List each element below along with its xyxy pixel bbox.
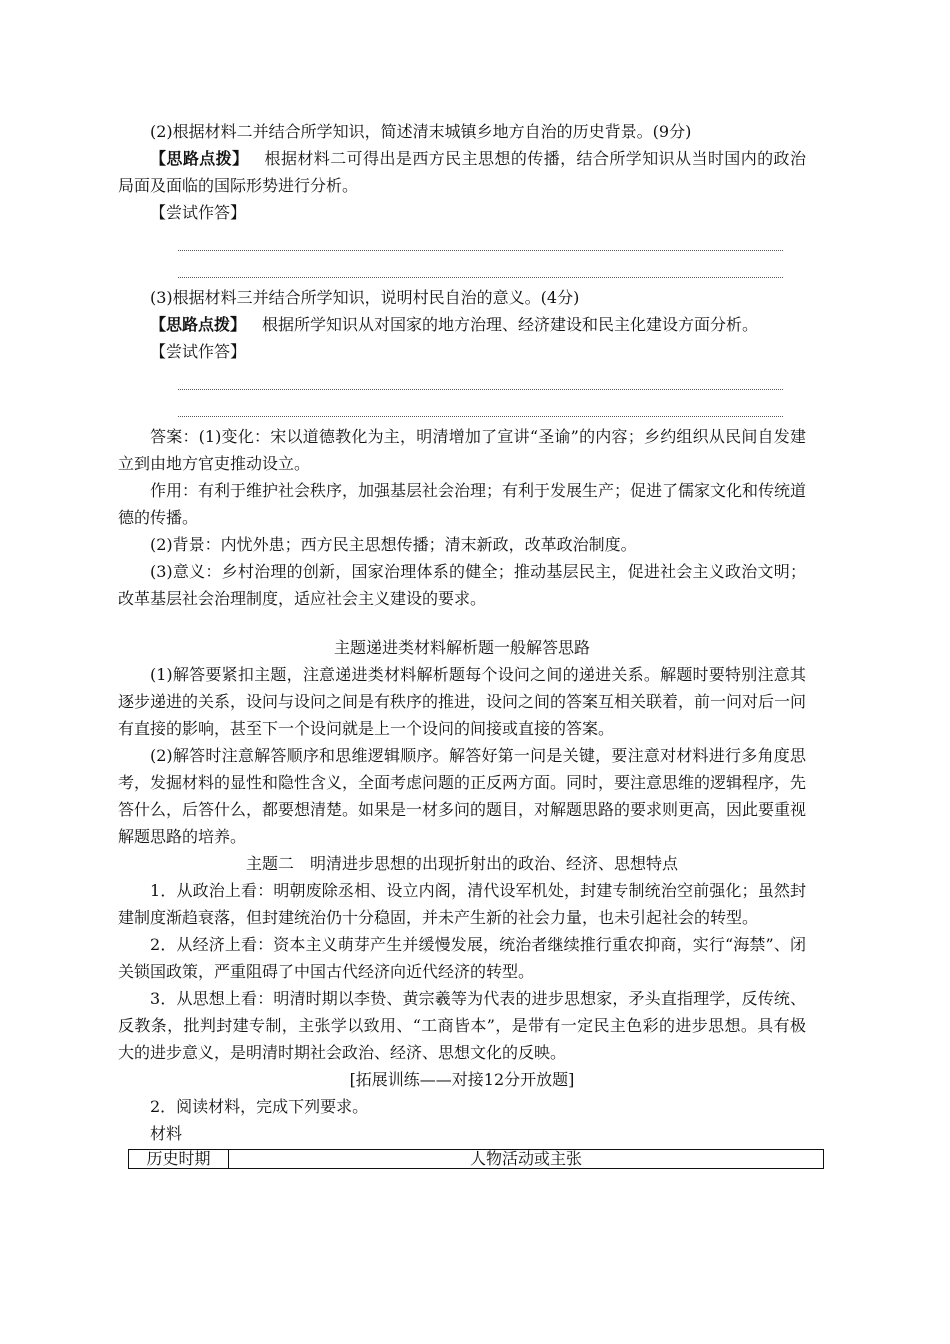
training-question: 2．阅读材料，完成下列要求。 <box>150 1097 369 1116</box>
answer-2: (2)背景：内忧外患；西方民主思想传播；清末新政，改革政治制度。 <box>150 535 637 554</box>
q2-try-tag: 【尝试作答】 <box>150 203 247 222</box>
q2-hint-tag: 【思路点拨】 <box>150 149 249 168</box>
material-label: 材料 <box>150 1124 183 1143</box>
method-p2: (2)解答时注意解答顺序和思维逻辑顺序。解答好第一问是关键，要注意对材料进行多角度思考，发掘材料的显性和隐性含义，全面考虑问题的正反两方面。同时，要注意思维的逻辑程序，先答什么，后答什么，都要想清楚。如果是一材多问的题目，对解题思路的要求则更高，因此要重视解题思路的培养。 <box>118 746 807 846</box>
q3-try-tag: 【尝试作答】 <box>150 342 247 361</box>
table-header-period: 历史时期 <box>129 1150 229 1169</box>
table-header-row <box>129 1150 824 1169</box>
material-table <box>128 1149 824 1169</box>
table-header-activity: 人物活动或主张 <box>229 1150 824 1169</box>
answer-1-effect: 作用：有利于维护社会秩序，加强基层社会治理；有利于发展生产；促进了儒家文化和传统道德的传播。 <box>118 481 807 527</box>
answer-3: (3)意义：乡村治理的创新，国家治理体系的健全；推动基层民主，促进社会主义政治文明；改革基层社会治理制度，适应社会主义建设的要求。 <box>118 562 806 608</box>
q3-hint-tag: 【思路点拨】 <box>150 315 247 334</box>
theme2-title: 主题二 明清进步思想的出现折射出的政治、经济、思想特点 <box>245 854 678 873</box>
theme2-p3: 3．从思想上看：明清时期以李贽、黄宗羲等为代表的进步思想家，矛头直指理学，反传统、反教条，批判封建专制，主张学以致用、“工商皆本”，是带有一定民主色彩的进步思想。具有极大的进步意义，是明清时期社会政治、经济、思想文化的反映。 <box>118 989 806 1062</box>
q3-hint-text: 根据所学知识从对国家的地方治理、经济建设和民主化建设方面分析。 <box>262 315 759 334</box>
method-p1: (1)解答要紧扣主题，注意递进类材料解析题每个设问之间的递进关系。解题时要特别注意其逐步递进的关系，设问与设问之间是有秩序的推进，设问之间的答案互相关联着，前一问对后一问有直接的影响，甚至下一个设问就是上一个设问的间接或直接的答案。 <box>118 665 807 738</box>
document-page <box>118 118 806 1169</box>
theme2-p2: 2．从经济上看：资本主义萌芽产生并缓慢发展，统治者继续推行重农抑商，实行“海禁”、闭关锁国政策，严重阻碍了中国古代经济向近代经济的转型。 <box>118 935 806 981</box>
training-title: [拓展训练——对接12分开放题] <box>349 1070 575 1089</box>
theme2-p1: 1．从政治上看：明朝废除丞相、设立内阁，清代设军机处，封建专制统治空前强化；虽然封建制度渐趋衰落，但封建统治仍十分稳固，并未产生新的社会力量，也未引起社会的转型。 <box>118 881 806 927</box>
method-title: 主题递进类材料解析题一般解答思路 <box>333 638 590 657</box>
q2-hint-text: 根据材料二可得出是西方民主思想的传播，结合所学知识从当时国内的政治局面及面临的国际形势进行分析。 <box>118 149 806 195</box>
answer-1: 答案：(1)变化：宋以道德教化为主，明清增加了宣讲“圣谕”的内容；乡约组织从民间自发建立到由地方官吏推动设立。 <box>118 427 806 473</box>
q2-hint <box>118 145 806 199</box>
q2-question: (2)根据材料二并结合所学知识，简述清末城镇乡地方自治的历史背景。(9分) <box>150 122 692 141</box>
q3-question: (3)根据材料三并结合所学知识，说明村民自治的意义。(4分) <box>150 288 580 307</box>
q3-hint <box>118 311 806 338</box>
